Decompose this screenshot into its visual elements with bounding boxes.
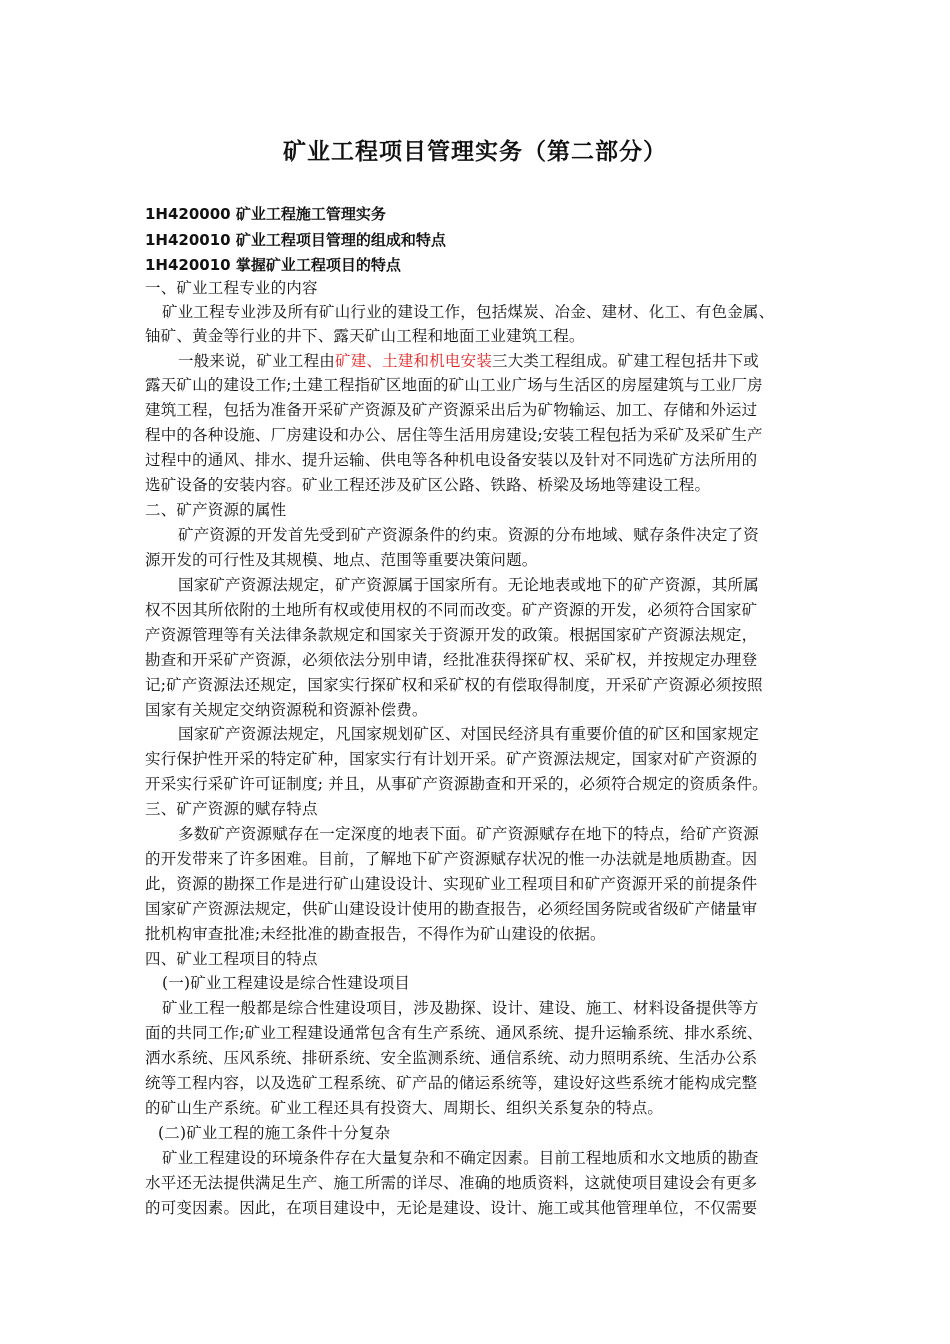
paragraph-line: 矿业工程建设的环境条件存在大量复杂和不确定因素。目前工程地质和水文地质的勘查 — [162, 1149, 759, 1167]
paragraph-line: 矿业工程一般都是综合性建设项目，涉及勘探、设计、建设、施工、材料设备提供等方 — [162, 999, 759, 1017]
highlighted-text: 矿建、土建和机电安装 — [335, 352, 493, 370]
section-heading-2: 二、矿产资源的属性 — [145, 501, 287, 519]
paragraph-text: 三大类工程组成。矿建工程包括井下或 — [492, 352, 759, 370]
paragraph-line: 铀矿、黄金等行业的井下、露天矿山工程和地面工业建筑工程。 — [145, 327, 585, 345]
paragraph-line: 记;矿产资源法还规定，国家实行探矿权和采矿权的有偿取得制度，开采矿产资源必须按照 — [145, 676, 763, 694]
paragraph-line: 开采实行采矿许可证制度; 并且，从事矿产资源勘查和开采的，必须符合规定的资质条件。 — [145, 775, 768, 793]
subsection-heading-4-2: (二)矿业工程的施工条件十分复杂 — [158, 1124, 391, 1142]
paragraph-line: 过程中的通风、排水、提升运输、供电等各种机电设备安装以及针对不同选矿方法所用的 — [145, 451, 758, 469]
document-title: 矿业工程项目管理实务（第二部分） — [283, 139, 667, 165]
paragraph-line: 矿产资源的开发首先受到矿产资源条件的约束。资源的分布地域、赋存条件决定了资 — [178, 526, 759, 544]
paragraph-line: 程中的各种设施、厂房建设和办公、居住等生活用房建设;安装工程包括为采矿及采矿生产 — [145, 426, 763, 444]
paragraph-line: 统等工程内容，以及选矿工程系统、矿产品的储运系统等，建设好这些系统才能构成完整 — [145, 1074, 758, 1092]
paragraph-line: 多数矿产资源赋存在一定深度的地表下面。矿产资源赋存在地下的特点，给矿产资源 — [178, 825, 759, 843]
section-heading-3: 三、矿产资源的赋存特点 — [145, 800, 318, 818]
paragraph-line: 国家有关规定交纳资源税和资源补偿费。 — [145, 701, 428, 719]
paragraph-line: 洒水系统、压风系统、排研系统、安全监测系统、通信系统、动力照明系统、生活办公系 — [145, 1049, 758, 1067]
section-heading-4: 四、矿业工程项目的特点 — [145, 950, 318, 968]
paragraph-line: 实行保护性开采的特定矿种，国家实行有计划开采。矿产资源法规定，国家对矿产资源的 — [145, 750, 758, 768]
paragraph-line: 国家矿产资源法规定，矿产资源属于国家所有。无论地表或地下的矿产资源，其所属 — [178, 576, 759, 594]
paragraph-line: 批机构审查批准;未经批准的勘查报告，不得作为矿山建设的依据。 — [145, 925, 606, 943]
paragraph-line: 露天矿山的建设工作;土建工程指矿区地面的矿山工业广场与生活区的房屋建筑与工业厂房 — [145, 376, 763, 394]
paragraph-line: 的矿山生产系统。矿业工程还具有投资大、周期长、组织关系复杂的特点。 — [145, 1099, 664, 1117]
topic-heading: 1H420010 掌握矿业工程项目的特点 — [145, 256, 401, 274]
paragraph-line: 面的共同工作;矿业工程建设通常包含有生产系统、通风系统、提升运输系统、排水系统、 — [145, 1024, 763, 1042]
paragraph-line: 此，资源的勘探工作是进行矿山建设设计、实现矿业工程项目和矿产资源开采的前提条件 — [145, 875, 758, 893]
paragraph-line: 矿业工程专业涉及所有矿山行业的建设工作，包括煤炭、冶金、建材、化工、有色金属、 — [162, 303, 775, 321]
paragraph-line: 产资源管理等有关法律条款规定和国家关于资源开发的政策。根据国家矿产资源法规定， — [145, 626, 758, 644]
paragraph-line: 的开发带来了许多困难。目前，了解地下矿产资源赋存状况的惟一办法就是地质勘查。因 — [145, 850, 758, 868]
paragraph-line: 权不因其所依附的土地所有权或使用权的不同而改变。矿产资源的开发，必须符合国家矿 — [145, 601, 758, 619]
paragraph-line-with-highlight — [178, 350, 813, 372]
paragraph-line: 源开发的可行性及其规模、地点、范围等重要决策问题。 — [145, 551, 538, 569]
paragraph-line: 的可变因素。因此，在项目建设中，无论是建设、设计、施工或其他管理单位，不仅需要 — [145, 1199, 758, 1217]
section-code-heading: 1H420000 矿业工程施工管理实务 — [145, 205, 386, 223]
paragraph-line: 水平还无法提供满足生产、施工所需的详尽、准确的地质资料，这就使项目建设会有更多 — [145, 1174, 758, 1192]
subsection-heading-4-1: (一)矿业工程建设是综合性建设项目 — [162, 974, 410, 992]
paragraph-line: 国家矿产资源法规定，凡国家规划矿区、对国民经济具有重要价值的矿区和国家规定 — [178, 725, 759, 743]
subsection-heading: 1H420010 矿业工程项目管理的组成和特点 — [145, 231, 446, 249]
section-heading-1: 一、矿业工程专业的内容 — [145, 279, 318, 297]
paragraph-line: 选矿设备的安装内容。矿业工程还涉及矿区公路、铁路、桥梁及场地等建设工程。 — [145, 476, 711, 494]
paragraph-line: 建筑工程，包括为准备开采矿产资源及矿产资源采出后为矿物输运、加工、存储和外运过 — [145, 401, 758, 419]
paragraph-line: 勘查和开采矿产资源，必须依法分别申请，经批准获得探矿权、采矿权，并按规定办理登 — [145, 651, 758, 669]
paragraph-text: 一般来说，矿业工程由 — [178, 352, 336, 370]
paragraph-line: 国家矿产资源法规定，供矿山建设设计使用的勘查报告，必须经国务院或省级矿产储量审 — [145, 900, 758, 918]
